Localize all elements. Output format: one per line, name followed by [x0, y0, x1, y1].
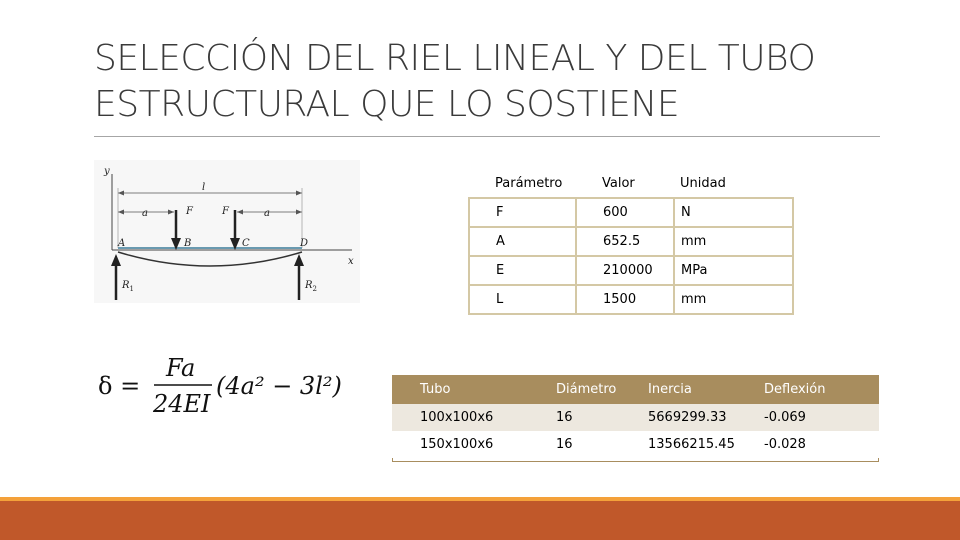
footer-bar	[0, 501, 960, 540]
tubes-header-tubo: Tubo	[392, 375, 528, 404]
tubes-header-deflexion: Deflexión	[736, 375, 879, 404]
param-value: 1500	[576, 285, 674, 314]
parameters-table	[468, 170, 794, 315]
param-unit: mm	[674, 285, 793, 314]
tubes-table	[392, 375, 879, 458]
params-header-unidad: Unidad	[674, 170, 793, 198]
table-row	[469, 227, 793, 256]
tube-diameter: 16	[528, 404, 620, 431]
label-R2: $R_2$	[305, 280, 317, 293]
table-row	[392, 431, 879, 458]
formula-lhs: δ =	[98, 372, 141, 400]
table-row	[469, 256, 793, 285]
tube-deflection: -0.069	[736, 404, 879, 431]
params-header-valor: Valor	[576, 170, 674, 198]
tube-inertia: 13566215.45	[620, 431, 736, 458]
tubes-header-inercia: Inercia	[620, 375, 736, 404]
label-R1: $R_1$	[122, 280, 134, 293]
tubes-header-diametro: Diámetro	[528, 375, 620, 404]
label-a-right: a	[264, 208, 270, 219]
formula-numerator: Fa	[166, 354, 196, 382]
label-a-left: a	[142, 208, 148, 219]
formula-expression: (4a² − 3l²)	[216, 372, 342, 400]
param-name: F	[469, 198, 576, 227]
label-B: B	[184, 238, 192, 249]
beam-diagram	[94, 160, 360, 303]
param-value: 600	[576, 198, 674, 227]
label-x: x	[348, 256, 354, 267]
tubes-header-row	[392, 375, 879, 404]
deflection-formula	[96, 350, 358, 420]
param-value: 210000	[576, 256, 674, 285]
params-header-row	[469, 170, 793, 198]
label-C: C	[242, 238, 250, 249]
tube-inertia: 5669299.33	[620, 404, 736, 431]
param-name: A	[469, 227, 576, 256]
param-unit: MPa	[674, 256, 793, 285]
label-l: l	[202, 182, 206, 193]
title-divider	[94, 136, 880, 137]
label-F-right: F	[222, 206, 229, 217]
param-name: E	[469, 256, 576, 285]
tube-name: 150x100x6	[392, 431, 528, 458]
label-A: A	[118, 238, 126, 249]
tube-deflection: -0.028	[736, 431, 879, 458]
label-F-left: F	[186, 206, 193, 217]
table-row	[392, 404, 879, 431]
param-unit: mm	[674, 227, 793, 256]
formula-denominator: 24EI	[153, 390, 211, 418]
param-unit: N	[674, 198, 793, 227]
tube-name: 100x100x6	[392, 404, 528, 431]
param-name: L	[469, 285, 576, 314]
tube-diameter: 16	[528, 431, 620, 458]
label-y: y	[104, 166, 110, 177]
param-value: 652.5	[576, 227, 674, 256]
title-line-1: SELECCIÓN DEL RIEL LINEAL Y DEL TUBO	[94, 38, 816, 79]
table-row	[469, 285, 793, 314]
label-D: D	[300, 238, 309, 249]
params-header-parametro: Parámetro	[469, 170, 576, 198]
slide-title	[94, 36, 894, 128]
table-row	[469, 198, 793, 227]
title-line-2: ESTRUCTURAL QUE LO SOSTIENE	[94, 84, 680, 125]
